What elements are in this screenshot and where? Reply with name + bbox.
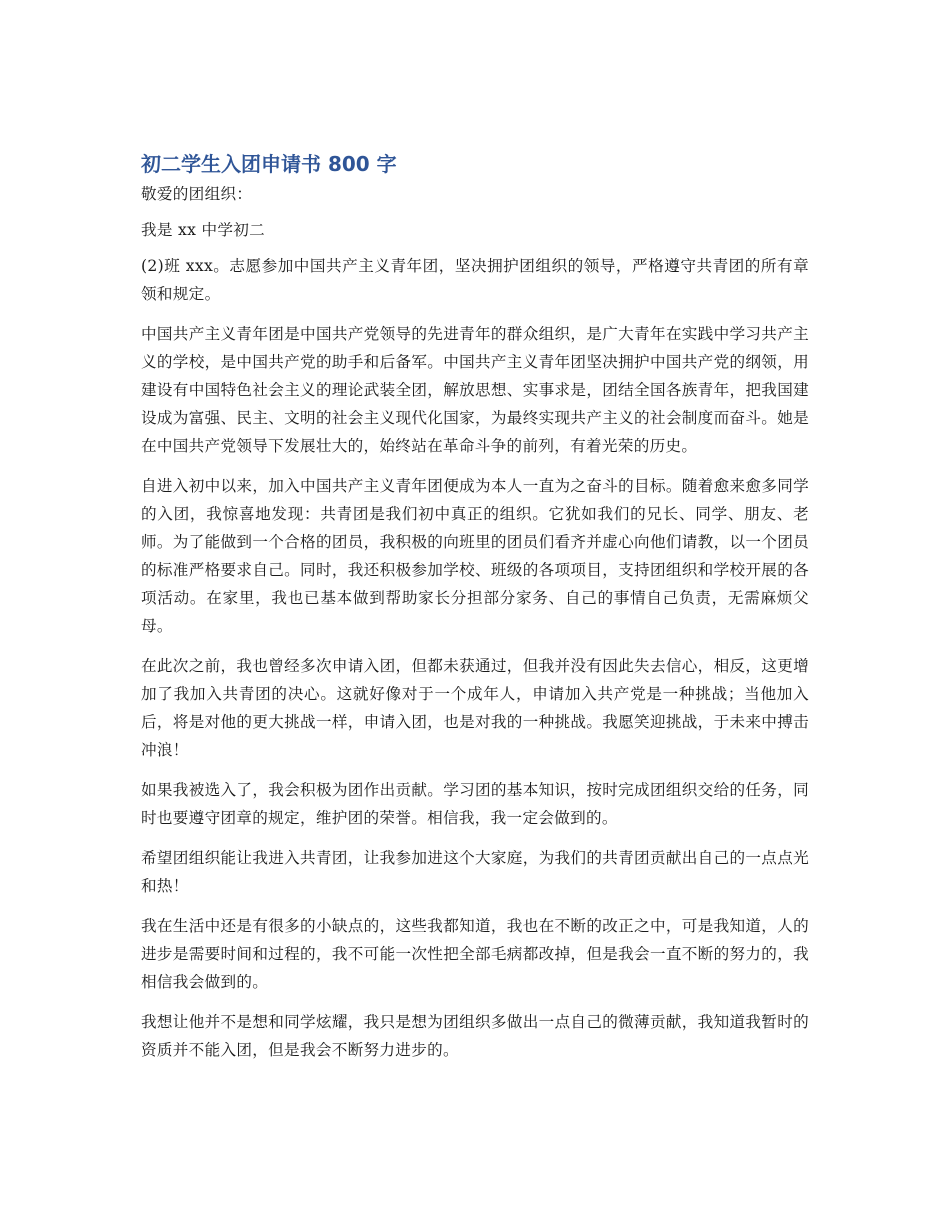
paragraph-9: 我想让他并不是想和同学炫耀，我只是想为团组织多做出一点自己的微薄贡献，我知道我暂时的资质并不能入团，但是我会不断努力进步的。 (141, 1013, 809, 1059)
paragraph-8: 我在生活中还是有很多的小缺点的，这些我都知道，我也在不断的改正之中，可是我知道，人的进步是需要时间和过程的，我不可能一次性把全部毛病都改掉，但是我会一直不断的努力的，我相信我会做到的。 (141, 917, 809, 991)
greeting: 敬爱的团组织： (141, 185, 253, 203)
paragraph-3: 中国共产主义青年团是中国共产党领导的先进青年的群众组织，是广大青年在实践中学习共产主义的学校，是中国共产党的助手和后备军。中国共产主义青年团坚决拥护中国共产党的纲领，用建设有中国特色社会主义的理论武装全团，解放思想、实事求是，团结全国各族青年，把我国建设成为富强、民主、文明的社会主义现代化国家，为最终实现共产主义的社会制度而奋斗。她是在中国共产党领导下发展壮大的，始终站在革命斗争的前列，有着光荣的历史。 (141, 325, 809, 455)
document-title: 初二学生入团申请书 800 字 (141, 152, 397, 176)
paragraph-1: 我是 xx 中学初二 (141, 221, 266, 239)
paragraph-5: 在此次之前，我也曾经多次申请入团，但都未获通过，但我并没有因此失去信心，相反，这更增加了我加入共青团的决心。这就好像对于一个成年人，申请加入共产党是一种挑战；当他加入后，将是对他的更大挑战一样，申请入团，也是对我的一种挑战。我愿笑迎挑战，于未来中搏击冲浪！ (141, 657, 809, 759)
paragraph-7: 希望团组织能让我进入共青团，让我参加进这个大家庭，为我们的共青团贡献出自己的一点点光和热！ (141, 849, 809, 895)
document-page (141, 150, 809, 1076)
paragraph-2: (2)班 xxx。志愿参加中国共产主义青年团，坚决拥护团组织的领导，严格遵守共青团的所有章领和规定。 (141, 257, 809, 303)
paragraph-4: 自进入初中以来，加入中国共产主义青年团便成为本人一直为之奋斗的目标。随着愈来愈多同学的入团，我惊喜地发现：共青团是我们初中真正的组织。它犹如我们的兄长、同学、朋友、老师。为了能做到一个合格的团员，我积极的向班里的团员们看齐并虚心向他们请教，以一个团员的标准严格要求自己。同时，我还积极参加学校、班级的各项项目，支持团组织和学校开展的各项活动。在家里，我也已基本做到帮助家长分担部分家务、自己的事情自己负责，无需麻烦父母。 (141, 477, 809, 635)
paragraph-6: 如果我被选入了，我会积极为团作出贡献。学习团的基本知识，按时完成团组织交给的任务，同时也要遵守团章的规定，维护团的荣誉。相信我，我一定会做到的。 (141, 781, 809, 827)
